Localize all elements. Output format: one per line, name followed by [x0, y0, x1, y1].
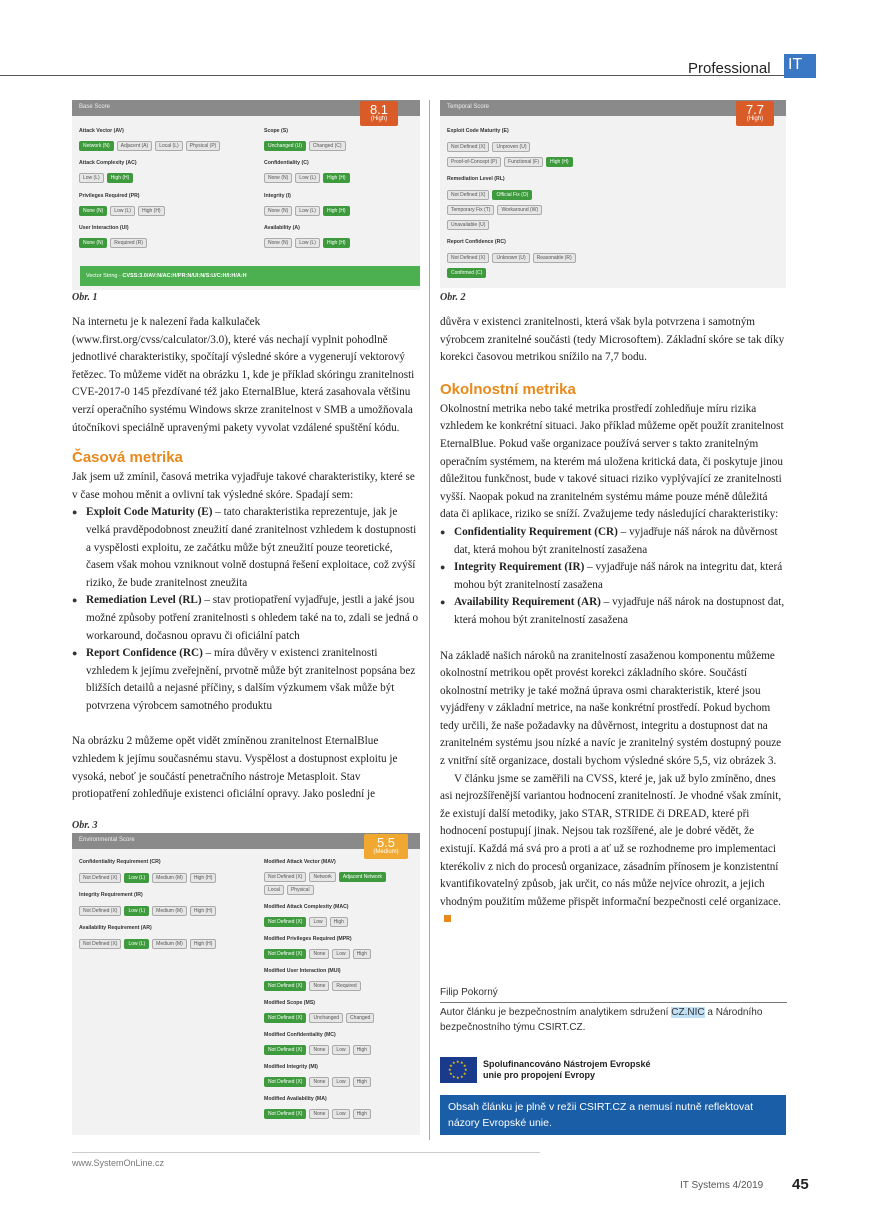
metric-option[interactable]: Low — [332, 1045, 349, 1055]
metric-option[interactable]: Proof-of-Concept (P) — [447, 157, 501, 167]
metric-options — [264, 917, 348, 927]
list-item: ● Report Confidence (RC) – míra důvěry v existenci zranitelnosti vzhledem k jejímu zveřejnění, prvotně může být zranitelnost popsána bez bližších detailů a nejasné příčiny, s dalším výzkumem však může být potvrzena výrobcem samotného produktu — [72, 645, 420, 715]
metric-option[interactable]: Unchanged — [309, 1013, 343, 1023]
list-item: ● Integrity Requirement (IR) – vyjadřuje náš nárok na integritu dat, která mohou být zranitelností zasažena — [440, 559, 786, 594]
metric-option[interactable]: High — [353, 949, 371, 959]
metric-option[interactable]: Changed — [346, 1013, 374, 1023]
metric-option[interactable]: Local (L) — [155, 141, 182, 151]
metric-option[interactable]: Low (L) — [295, 238, 320, 248]
metric-option[interactable]: High (H) — [190, 873, 217, 883]
footer-rule — [72, 1152, 540, 1153]
metric-option[interactable]: Not Defined (X) — [447, 253, 489, 263]
metric-option-selected[interactable]: Not Defined (X) — [264, 981, 306, 991]
metric-label: Privileges Required (PR) — [79, 193, 140, 199]
metric-option-selected[interactable]: High (H) — [107, 173, 134, 183]
metric-options — [79, 939, 216, 949]
metric-options — [264, 1109, 371, 1119]
metric-option-selected[interactable]: High (H) — [546, 157, 573, 167]
metric-option[interactable]: None — [309, 1109, 329, 1119]
metric-option[interactable]: Not Defined (X) — [79, 873, 121, 883]
metric-options — [264, 173, 350, 183]
metric-option[interactable]: None (N) — [264, 173, 292, 183]
footer-issue: IT Systems 4/2019 — [680, 1180, 764, 1191]
metric-option-selected[interactable]: None (N) — [79, 206, 107, 216]
metric-option-selected[interactable]: High (H) — [323, 206, 350, 216]
list-item: ● Availability Requirement (AR) – vyjadřuje náš nárok na dostupnost dat, která mohou být zranitelností zasažena — [440, 594, 786, 629]
metric-label: Modified Integrity (MI) — [264, 1064, 318, 1070]
disclaimer-box: Obsah článku je plně v režii CSIRT.CZ a nemusí nutně reflektovat názory Evropské unie. — [440, 1095, 786, 1135]
metric-options — [264, 885, 314, 895]
metric-option-selected[interactable]: Confirmed (C) — [447, 268, 486, 278]
footer-site: www.SystemOnLine.cz — [72, 1158, 165, 1168]
metric-option[interactable]: Low — [332, 949, 349, 959]
metric-option-selected[interactable]: Not Defined (X) — [264, 1045, 306, 1055]
metric-label: Modified Privileges Required (MPR) — [264, 936, 352, 942]
metric-label: User Interaction (UI) — [79, 225, 129, 231]
metric-option-selected[interactable]: Unchanged (U) — [264, 141, 306, 151]
metric-label: Confidentiality (C) — [264, 160, 309, 166]
metric-option-selected[interactable]: Low (L) — [124, 873, 149, 883]
metric-options — [79, 173, 133, 183]
metric-option[interactable]: High (H) — [138, 206, 165, 216]
metric-option[interactable]: Low (L) — [110, 206, 135, 216]
right-column — [440, 314, 786, 929]
metric-options — [264, 872, 386, 882]
metric-options — [264, 981, 361, 991]
metric-option[interactable]: Low — [332, 1077, 349, 1087]
metric-options — [447, 190, 532, 200]
metric-option[interactable]: None (N) — [264, 206, 292, 216]
metric-option[interactable]: Medium (M) — [152, 939, 187, 949]
metric-option[interactable]: Not Defined (X) — [447, 142, 489, 152]
list-item: ● Exploit Code Maturity (E) – tato charakteristika reprezentuje, jak je velká pravděpodobnost zneužití dané zranitelnost vzhledem k dostupnosti a vyspělosti exploitu, ze začátku může být zneužití pouze teoretické, časem však mohou vzniknout volně dostupná řešení exploitace, což zvýší riziko, že bude zranitelnost zneužita — [72, 504, 420, 592]
metric-label: Modified Availability (MA) — [264, 1096, 327, 1102]
paragraph: důvěra v existenci zranitelnosti, která však byla potvrzena i samotným výrobcem zranitelné součásti (tedy Microsoftem). Základní skóre se tak díky korekci časovou metrikou snížilo na 7,7 bodu. — [440, 316, 785, 364]
metric-option[interactable]: Temporary Fix (T) — [447, 205, 494, 215]
metric-option-selected[interactable]: High (H) — [323, 173, 350, 183]
metric-label: Attack Complexity (AC) — [79, 160, 137, 166]
left-column — [72, 314, 420, 804]
metric-label: Availability Requirement (AR) — [79, 925, 152, 931]
metric-option[interactable]: Low — [309, 917, 326, 927]
metric-option[interactable]: Required — [332, 981, 360, 991]
list-item: ● Remediation Level (RL) – stav protiopatření vyjadřuje, jestli a jaké jsou možné způsoby potření zranitelnosti s ohledem také na to, zdali se jedná o workaround, dočasnou opravu či oficiální patch — [72, 592, 420, 645]
metric-option[interactable]: Unproven (U) — [492, 142, 530, 152]
metric-label: Integrity Requirement (IR) — [79, 892, 143, 898]
figure-temporal-score — [440, 100, 786, 288]
paragraph: Na internetu je k nalezení řada kalkulaček (www.first.org/cvss/calculator/3.0), které vás nechají vyplnit pohodlně jednotlivé charakteristiky, spočítají výsledné skóre a vygenerují vektorový řetězec. To můžeme vidět na obrázku 1, kde je příklad skóringu zranitelnosti CVE-2017-0 145 přezdívané též jako EternalBlue, která zasahovala většinu verzí operačního systému Windows skrze zranitelnost v SMB a umožňovala útočníkovi speciálně upravenými pakety vyvolat vzdálené spuštění kódu. — [72, 316, 415, 434]
brand-label: Professional — [688, 60, 771, 77]
column-divider — [429, 100, 430, 1140]
metric-option[interactable]: Medium (M) — [152, 873, 187, 883]
eu-funding-text: Spolufinancováno Nástrojem Evropské unie pro propojení Evropy — [483, 1059, 651, 1080]
metric-label: Modified Attack Complexity (MAC) — [264, 904, 349, 910]
metric-option[interactable]: Not Defined (X) — [264, 872, 306, 882]
panel-title: Base Score — [72, 100, 420, 116]
metric-options — [447, 205, 542, 215]
metric-options — [264, 206, 350, 216]
metric-option[interactable]: Physical (P) — [186, 141, 221, 151]
metric-option[interactable]: Unknown (U) — [492, 253, 529, 263]
metric-option[interactable]: Required (R) — [110, 238, 147, 248]
metric-option[interactable]: Workaround (W) — [497, 205, 542, 215]
metric-option[interactable]: None (N) — [264, 238, 292, 248]
metric-option[interactable]: Not Defined (X) — [447, 190, 489, 200]
metric-label: Modified Confidentiality (MC) — [264, 1032, 336, 1038]
metric-option-selected[interactable]: None (N) — [79, 238, 107, 248]
brand-it-badge: IT — [784, 54, 816, 78]
list-item: ● Confidentiality Requirement (CR) – vyjadřuje náš nárok na důvěrnost dat, která mohou být zranitelností zasažena — [440, 524, 786, 559]
metric-label: Availability (A) — [264, 225, 300, 231]
metric-option[interactable]: Not Defined (X) — [79, 906, 121, 916]
metric-option-selected[interactable]: Adjacent Network — [339, 872, 386, 882]
metric-label: Remediation Level (RL) — [447, 176, 505, 182]
metric-options — [79, 141, 220, 151]
metric-options — [447, 220, 489, 230]
figure-base-score — [72, 100, 420, 290]
paragraph: Na základě našich nároků na zranitelností zasaženou komponentu můžeme okolnostní metrikou opět provést korekci základního skóre. Součástí okolnostní metriky je také možná úprava osmi charakteristik, které jsou vyjádřeny v základní metrice, na naše konkrétní prostředí. Pokud bychom tedy určili, že naše požadavky na důvěrnost, integritu a dostupnost dat na zranitelném systému jsou nízké a navíc je zranitelný systém dostupný pouze z vnitřní sítě organizace, dostali bychom výsledné skóre 5,5, viz obrázek 3. — [440, 649, 782, 768]
metric-options — [264, 238, 350, 248]
figure-caption: Obr. 2 — [440, 292, 466, 303]
metric-label: Modified Scope (MS) — [264, 1000, 316, 1006]
metric-label: Modified User Interaction (MUI) — [264, 968, 341, 974]
metric-label: Integrity (I) — [264, 193, 291, 199]
metric-options — [79, 873, 216, 883]
end-mark — [444, 915, 451, 922]
section-heading: Okolnostní metrika — [440, 380, 576, 398]
metric-option[interactable]: Physical — [287, 885, 314, 895]
eu-funding — [440, 1057, 780, 1083]
metric-label: Attack Vector (AV) — [79, 128, 124, 134]
metric-option[interactable]: Low (L) — [79, 173, 104, 183]
panel-title: Temporal Score — [440, 100, 786, 116]
metric-option[interactable]: High (H) — [190, 906, 217, 916]
metric-option[interactable]: High — [353, 1077, 371, 1087]
metric-option[interactable]: Reasonable (R) — [533, 253, 576, 263]
metric-option[interactable]: Local — [264, 885, 284, 895]
panel-title: Environmental Score — [72, 833, 420, 849]
metric-option[interactable]: Adjacent (A) — [117, 141, 153, 151]
metric-option[interactable]: Low (L) — [295, 206, 320, 216]
metric-option-selected[interactable]: Not Defined (X) — [264, 1109, 306, 1119]
metric-option[interactable]: None — [309, 1045, 329, 1055]
org-highlight: CZ.NIC — [671, 1007, 705, 1018]
section-heading: Časová metrika — [72, 449, 183, 467]
metric-option[interactable]: Network — [309, 872, 335, 882]
header-rule — [0, 75, 786, 76]
author-name: Filip Pokorný — [440, 985, 787, 1003]
metric-option-selected[interactable]: Not Defined (X) — [264, 1077, 306, 1087]
score-badge: 8.1 (High) — [360, 101, 398, 126]
metric-options — [264, 949, 371, 959]
metric-option-selected[interactable]: Network (N) — [79, 141, 114, 151]
metric-option[interactable]: None — [309, 1077, 329, 1087]
metric-option-selected[interactable]: Not Defined (X) — [264, 917, 306, 927]
figure-environmental-score — [72, 833, 420, 1135]
metric-option[interactable]: None — [309, 949, 329, 959]
metric-label: Scope (S) — [264, 128, 288, 134]
metric-option-selected[interactable]: Low (L) — [124, 906, 149, 916]
paragraph: Jak jsem už zmínil, časová metrika vyjadřuje takové charakteristiky, které se v čase mohou měnit a ovlivní tak výsledné skóre. Spadají sem: — [72, 471, 415, 501]
metric-option[interactable]: Low (L) — [295, 173, 320, 183]
metric-label: Report Confidence (RC) — [447, 239, 506, 245]
vector-string-bar: Vector String - CVSS:3.0/AV:N/AC:H/PR:N/UI:N/S:U/C:H/I:H/A:H — [80, 266, 420, 286]
metric-option-selected[interactable]: Low (L) — [124, 939, 149, 949]
metric-options — [447, 268, 486, 278]
metric-options — [264, 1013, 374, 1023]
metric-option[interactable]: Low — [332, 1109, 349, 1119]
metric-option[interactable]: Functional (F) — [504, 157, 543, 167]
metric-label: Exploit Code Maturity (E) — [447, 128, 509, 134]
metric-option-selected[interactable]: Official Fix (O) — [492, 190, 532, 200]
paragraph: V článku jsme se zaměřili na CVSS, které je, jak už bylo zmíněno, dnes asi nejrozšířenější variantou hodnocení zranitelností. Je vhodné však zmínit, že existují další metodiky, jako STAR, STRIDE či DREAD, které při hodnocení postupují jinak. Nejsou tak rozšířené, ale je dobré vědět, že existují. Každá má svá pro a proti a ať už se rozhodneme pro implementaci kterékoliv z nich do procesů organizace, zásadním přínosem je konzistentní kvantifikovatelný způsob, jak určit, co nás může nejvíce ohrozit, a jejich vhodným použitím můžeme přispět informační bezpečnosti celé organizace. — [440, 771, 786, 929]
score-badge: 7.7 (High) — [736, 101, 774, 126]
metric-options — [447, 157, 573, 167]
metric-option[interactable]: Unavailable (U) — [447, 220, 489, 230]
metric-option[interactable]: High (H) — [190, 939, 217, 949]
metric-option[interactable]: Not Defined (X) — [79, 939, 121, 949]
metric-options — [79, 238, 147, 248]
eu-flag-icon: ★ ★ ★ ★ ★ ★ ★ ★ ★ ★ ★ ★ — [440, 1057, 477, 1083]
figure-caption: Obr. 3 — [72, 820, 98, 831]
metric-option[interactable]: Medium (M) — [152, 906, 187, 916]
metric-label: Confidentiality Requirement (CR) — [79, 859, 161, 865]
metric-option-selected[interactable]: Not Defined (X) — [264, 949, 306, 959]
metric-options — [264, 1045, 371, 1055]
page-number: 45 — [792, 1176, 809, 1193]
figure-caption: Obr. 1 — [72, 292, 98, 303]
metric-options — [264, 1077, 371, 1087]
metric-option-selected[interactable]: Not Defined (X) — [264, 1013, 306, 1023]
metric-options — [79, 206, 165, 216]
paragraph: Okolnostní metrika nebo také metrika prostředí zohledňuje míru rizika vzhledem ke konkrétní situaci. Jako příklad můžeme opět použít zranitelnost EternalBlue. Pokud vaše organizace používá server s takto zranitelným operačním systémem, na kterém má uložena kritická data, či poskytuje jinou důležitou funkčnost, bude v takové situaci riziko vyplývající ze zranitelnosti vyšší. Naopak pokud na zranitelném systému máme pouze méně důležitá data či aplikace, riziko se sníží. Zvažujeme tedy následující charakteristiky: — [440, 402, 784, 521]
metric-option[interactable]: None — [309, 981, 329, 991]
metric-option[interactable]: High — [353, 1045, 371, 1055]
metric-label: Modified Attack Vector (MAV) — [264, 859, 336, 865]
paragraph: Na obrázku 2 můžeme opět vidět zmíněnou zranitelnost EternalBlue vzhledem k jejímu současnému stavu. Vyspělost a dostupnost exploitu je vysoká, neboť je součástí penetračního nástroje Metasploit. Stav protiopatření zohledňuje existenci oficiální opravy. Jako poslední je — [72, 735, 398, 801]
metric-option-selected[interactable]: High (H) — [323, 238, 350, 248]
metric-option[interactable]: High — [353, 1109, 371, 1119]
metric-options — [79, 906, 216, 916]
score-badge: 5.5 (Medium) — [364, 834, 408, 859]
metric-options — [264, 141, 346, 151]
metric-option[interactable]: High — [330, 917, 348, 927]
metric-option[interactable]: Changed (C) — [309, 141, 346, 151]
metric-options — [447, 142, 530, 152]
author-box: Filip Pokorný Autor článku je bezpečnostním analytikem sdružení CZ.NIC a Národního bezpečnostního týmu CSIRT.CZ. — [440, 985, 787, 1035]
metric-options — [447, 253, 576, 263]
